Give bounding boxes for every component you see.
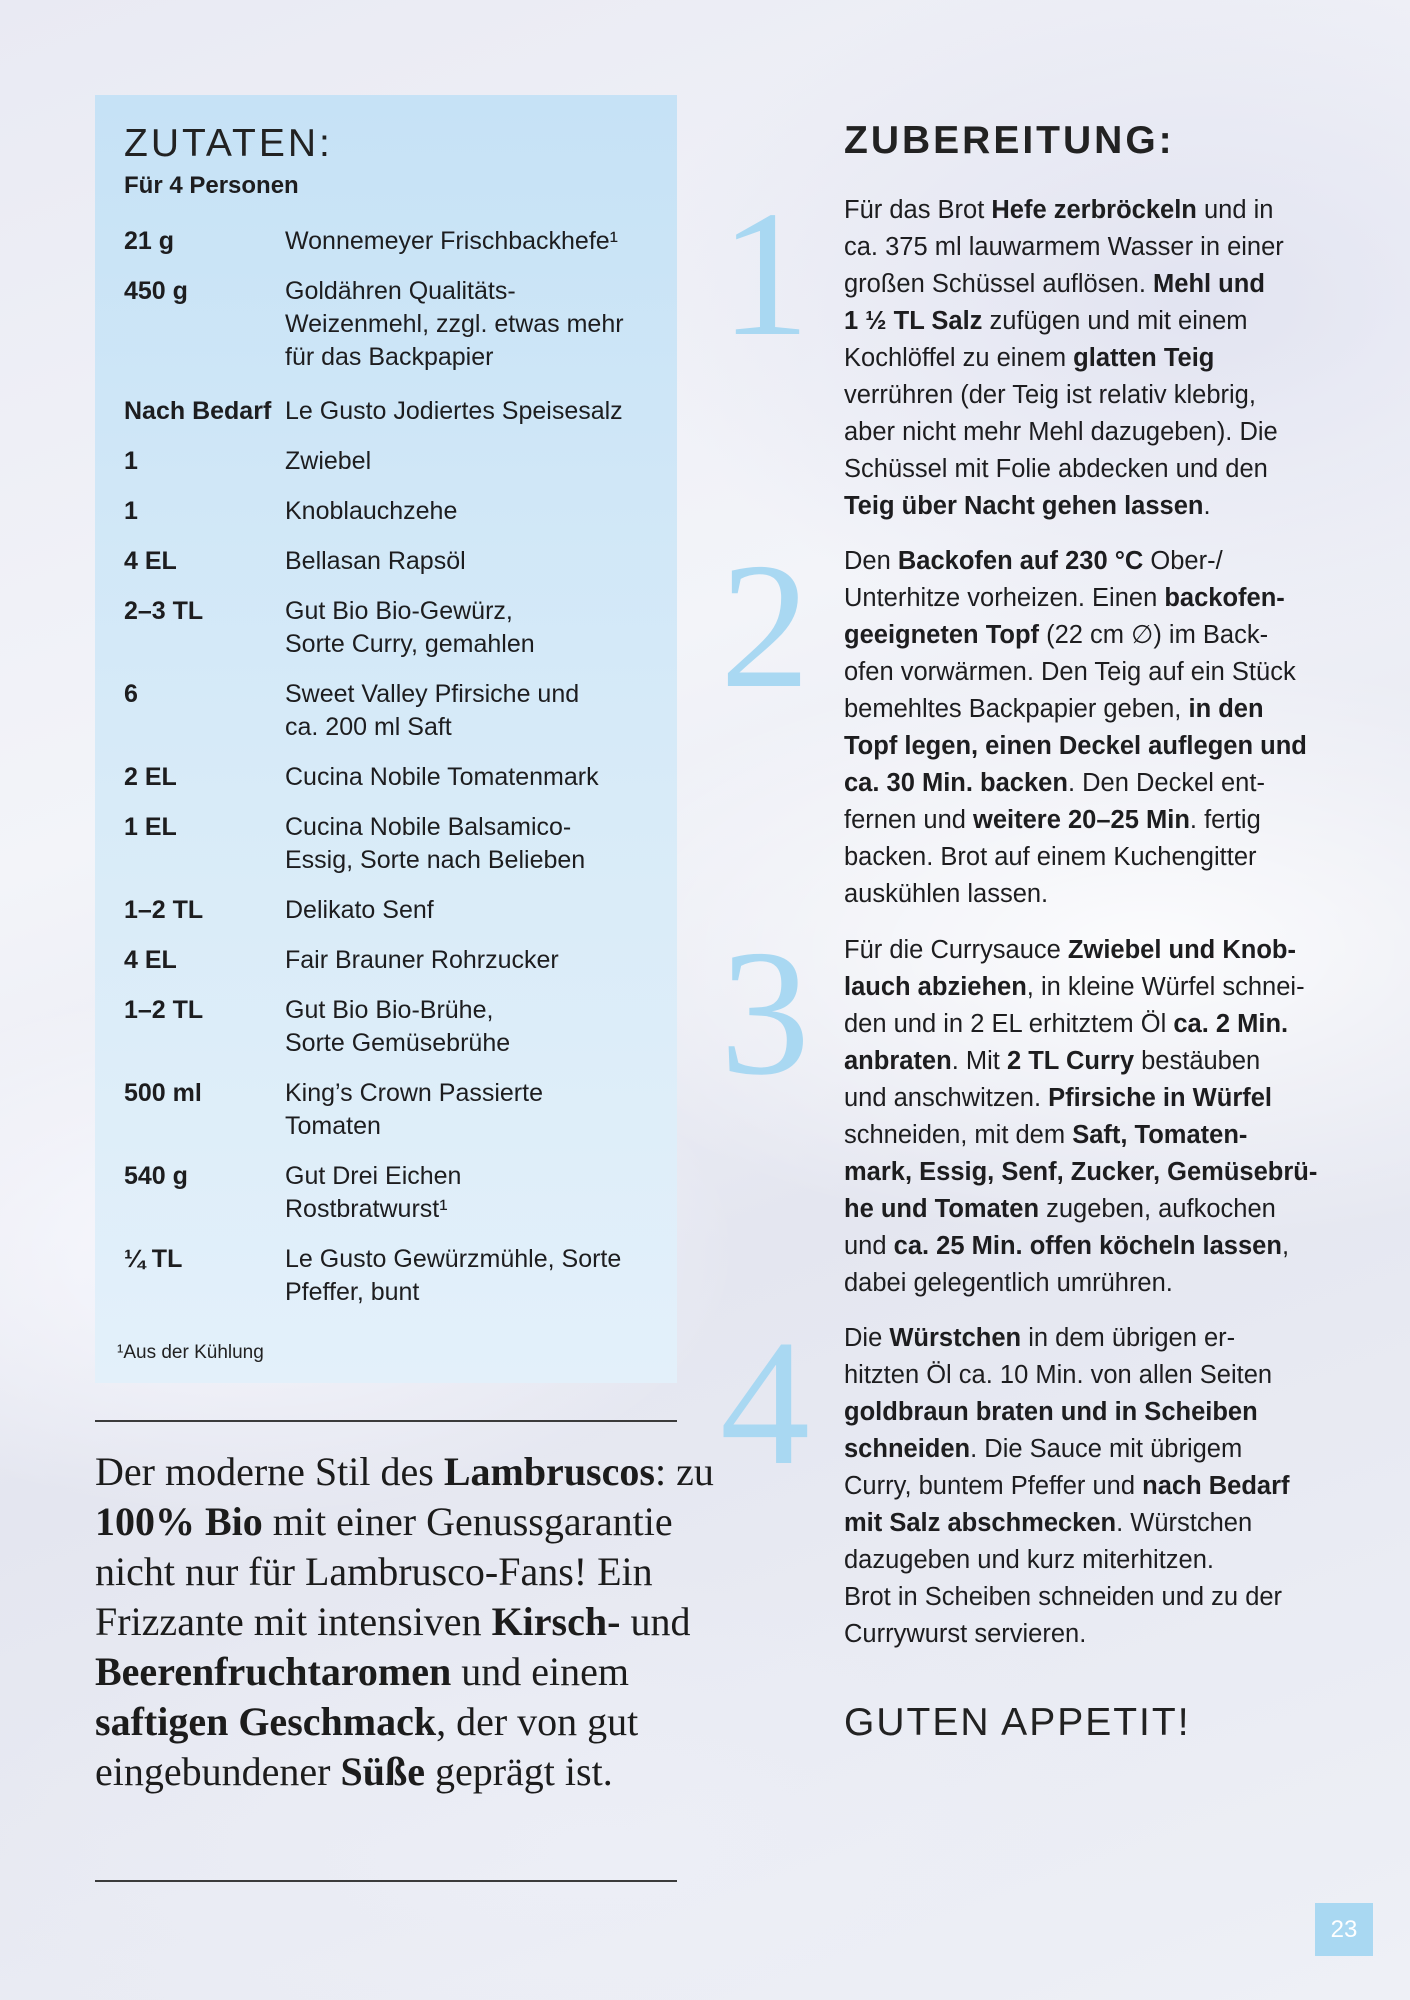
text-run: ofen vorwärmen. Den Teig auf ein Stück [844, 658, 1296, 686]
text-run: Der moderne Stil des [95, 1449, 444, 1494]
closing-text: GUTEN APPETIT! [844, 1701, 1191, 1744]
text-run: nach Bedarf [1142, 1472, 1290, 1500]
ingredient-name: Gut Drei Eichen Rostbratwurst¹ [285, 1162, 462, 1223]
step-2-number: 2 [720, 526, 810, 725]
ingredient-quantity: 6 [124, 680, 138, 708]
wine-quote [95, 1447, 735, 1797]
step-1-number: 1 [720, 174, 810, 373]
text-run: in dem übrigen er- [1021, 1324, 1236, 1352]
step-line [844, 377, 1324, 414]
ingredient-quantity: 4 EL [124, 547, 177, 575]
step-line [844, 1542, 1324, 1579]
text-run: und in [1196, 196, 1274, 224]
step-3-text [844, 932, 1324, 1302]
step-line [844, 969, 1324, 1006]
text-run: backen. Brot auf einem Kuchengitter [844, 843, 1257, 871]
text-run: Currywurst servieren. [844, 1620, 1087, 1648]
ingredient-name: Le Gusto Gewürzmühle, Sorte Pfeffer, bunt [285, 1245, 622, 1306]
text-run: 100% Bio [95, 1499, 263, 1544]
text-run: Backofen auf 230 °C [897, 547, 1144, 575]
step-line [844, 1265, 1324, 1302]
text-run: und einem [451, 1649, 629, 1694]
text-run: . Würstchen [1116, 1509, 1253, 1537]
text-run: und [844, 1232, 894, 1260]
text-run: (22 cm ∅) im Back- [1039, 621, 1269, 649]
step-3-number: 3 [720, 913, 810, 1112]
text-run: Ober-/ [1143, 547, 1223, 575]
text-run: ca. 2 Min. [1173, 1010, 1289, 1038]
text-run: Kirsch- [491, 1599, 621, 1644]
ingredient-name: Delikato Senf [285, 896, 434, 924]
text-run: dazugeben und kurz miterhitzen. [844, 1546, 1214, 1574]
text-run: Schüssel mit Folie abdecken und den [844, 455, 1268, 483]
text-run: . Mit [951, 1047, 1007, 1075]
step-line [844, 580, 1324, 617]
text-run: Kochlöffel zu einem [844, 344, 1074, 372]
text-run: Pfirsiche in Würfel [1048, 1084, 1272, 1112]
step-line [844, 1468, 1324, 1505]
text-run: ca. 25 Min. offen köcheln lassen [893, 1232, 1282, 1260]
text-run: und anschwitzen. [844, 1084, 1049, 1112]
text-run: 2 TL Curry [1006, 1047, 1135, 1075]
text-run: verrühren (der Teig ist relativ klebrig, [844, 381, 1256, 409]
step-line [844, 1117, 1324, 1154]
step-2-text [844, 543, 1324, 913]
step-line [844, 1505, 1324, 1542]
step-line [844, 1043, 1324, 1080]
text-run: saftigen Geschmack [95, 1699, 437, 1744]
text-run: mit Salz abschmecken [844, 1509, 1117, 1537]
step-line [844, 229, 1324, 266]
text-run: großen Schüssel auflösen. [844, 270, 1154, 298]
step-line [844, 691, 1324, 728]
text-run: Zwiebel und Knob- [1067, 936, 1296, 964]
ingredient-name: Gut Bio Bio-Brühe, Sorte Gemüsebrühe [285, 996, 511, 1057]
text-run: ca. 30 Min. backen [844, 769, 1068, 797]
text-run: zugeben, aufkochen [1039, 1195, 1276, 1223]
ingredient-name: Cucina Nobile Tomatenmark [285, 763, 599, 791]
text-run: anbraten [844, 1047, 952, 1075]
ingredient-quantity: 450 g [124, 277, 188, 305]
text-run: mit einer Genussgarantie nicht nur für Lambrusco-Fans! Ein Frizzante mit intensiven [95, 1499, 673, 1644]
ingredient-name: Fair Brauner Rohrzucker [285, 946, 559, 974]
text-run: , der von gut eingebundener [95, 1699, 639, 1794]
text-run: lauch abziehen [844, 973, 1027, 1001]
text-run: Für die Currysauce [844, 936, 1068, 964]
text-run: mark, Essig, Senf, Zucker, Gemüsebrü- [844, 1158, 1318, 1186]
divider-bottom [95, 1880, 677, 1882]
ingredient-quantity: Nach Bedarf [124, 397, 272, 425]
ingredient-quantity: 1 [124, 497, 138, 525]
ingredient-quantity: 500 ml [124, 1079, 202, 1107]
text-run: 1 ½ TL Salz [844, 307, 983, 335]
ingredient-quantity: 1–2 TL [124, 896, 204, 924]
step-line [844, 802, 1324, 839]
ingredients-title: ZUTATEN: [124, 122, 333, 165]
ingredient-name: King’s Crown Passierte Tomaten [285, 1079, 543, 1140]
text-run: . Den Deckel ent- [1067, 769, 1265, 797]
ingredient-quantity: 1–2 TL [124, 996, 204, 1024]
text-run: Die [844, 1324, 890, 1352]
step-line [844, 192, 1324, 229]
ingredient-name: Bellasan Rapsöl [285, 547, 466, 575]
step-line [844, 1320, 1324, 1357]
text-run: Unterhitze vorheizen. Einen [844, 584, 1165, 612]
step-line [844, 266, 1324, 303]
step-line [844, 1431, 1324, 1468]
text-run: Mehl und [1153, 270, 1265, 298]
ingredient-quantity: 1 [124, 447, 138, 475]
step-4-text [844, 1320, 1324, 1653]
text-run: Für das Brot [844, 196, 992, 224]
text-run: Würstchen [889, 1324, 1022, 1352]
ingredient-quantity: 2 EL [124, 763, 177, 791]
step-line [844, 1154, 1324, 1191]
text-run: fernen und [844, 806, 974, 834]
ingredient-name: Zwiebel [285, 447, 372, 475]
text-run: Curry, buntem Pfeffer und [844, 1472, 1143, 1500]
ingredient-name: Cucina Nobile Balsamico- Essig, Sorte nach Belieben [285, 813, 586, 874]
ingredient-quantity: 4 EL [124, 946, 177, 974]
text-run: he und Tomaten [844, 1195, 1040, 1223]
text-run: Den [844, 547, 898, 575]
text-run: dabei gelegentlich umrühren. [844, 1269, 1173, 1297]
text-run: zufügen und mit einem [982, 307, 1248, 335]
step-line [844, 932, 1324, 969]
text-run: Hefe zerbröckeln [991, 196, 1197, 224]
text-run: Saft, Tomaten- [1072, 1121, 1248, 1149]
text-run: auskühlen lassen. [844, 880, 1049, 908]
step-line [844, 1006, 1324, 1043]
ingredients-box [95, 95, 677, 1383]
step-line [844, 654, 1324, 691]
text-run: , [1281, 1232, 1290, 1260]
text-run: geeigneten Topf [844, 621, 1040, 649]
step-line [844, 1394, 1324, 1431]
ingredient-quantity: 1 EL [124, 813, 177, 841]
step-1-text [844, 192, 1324, 525]
text-run: und [620, 1599, 691, 1644]
step-line [844, 1080, 1324, 1117]
step-line [844, 488, 1324, 525]
step-line [844, 1191, 1324, 1228]
ingredient-quantity: 21 g [124, 227, 175, 255]
step-line [844, 414, 1324, 451]
step-line [844, 1357, 1324, 1394]
ingredient-quantity: 2–3 TL [124, 597, 204, 625]
step-line [844, 303, 1324, 340]
text-run: den und in 2 EL erhitztem Öl [844, 1010, 1174, 1038]
text-run: geprägt ist. [424, 1749, 613, 1794]
step-line [844, 1616, 1324, 1653]
text-run: : zu [654, 1449, 714, 1494]
step-line [844, 617, 1324, 654]
divider-top [95, 1420, 677, 1422]
footnote: ¹Aus der Kühlung [117, 1342, 264, 1363]
step-4-number: 4 [720, 1303, 810, 1502]
text-run: , in kleine Würfel schnei- [1026, 973, 1305, 1001]
text-run: Lambruscos [443, 1449, 655, 1494]
text-run: ca. 375 ml lauwarmem Wasser in einer [844, 233, 1284, 261]
page-number: 23 [1315, 1903, 1373, 1956]
ingredient-name: Le Gusto Jodiertes Speisesalz [285, 397, 623, 425]
text-run: aber nicht mehr Mehl dazugeben). Die [844, 418, 1278, 446]
text-run: backofen- [1164, 584, 1285, 612]
step-line [844, 765, 1324, 802]
text-run: glatten Teig [1073, 344, 1215, 372]
step-line [844, 1579, 1324, 1616]
text-run: . fertig [1189, 806, 1261, 834]
text-run: hitzten Öl ca. 10 Min. von allen Seiten [844, 1361, 1273, 1389]
preparation-title: ZUBEREITUNG: [844, 119, 1175, 162]
ingredient-name: Wonnemeyer Frischbackhefe¹ [285, 227, 619, 255]
text-run: weitere 20–25 Min [973, 806, 1190, 834]
ingredient-quantity: ¼ TL [124, 1245, 183, 1273]
ingredient-name: Sweet Valley Pfirsiche und ca. 200 ml Saft [285, 680, 580, 741]
text-run: Beerenfruchtaromen [95, 1649, 452, 1694]
text-run: Topf legen, einen Deckel auflegen und [844, 732, 1307, 760]
step-line [844, 839, 1324, 876]
ingredient-quantity: 540 g [124, 1162, 188, 1190]
step-line [844, 451, 1324, 488]
step-line [844, 1228, 1324, 1265]
text-run: Teig über Nacht gehen lassen [844, 492, 1204, 520]
step-line [844, 728, 1324, 765]
step-line [844, 340, 1324, 377]
step-line [844, 543, 1324, 580]
text-run: . [1203, 492, 1211, 520]
text-run: schneiden, mit dem [844, 1121, 1073, 1149]
text-run: . Die Sauce mit übrigem [970, 1435, 1243, 1463]
servings-label: Für 4 Personen [124, 172, 299, 199]
text-run: schneiden [844, 1435, 971, 1463]
step-line [844, 876, 1324, 913]
text-run: in den [1188, 695, 1264, 723]
ingredient-name: Goldähren Qualitäts- Weizenmehl, zzgl. etwas mehr für das Backpapier [285, 277, 624, 371]
text-run: bemehltes Backpapier geben, [844, 695, 1189, 723]
text-run: Brot in Scheiben schneiden und zu der [844, 1583, 1283, 1611]
text-run: goldbraun braten und in Scheiben [844, 1398, 1258, 1426]
text-run: Süße [340, 1749, 425, 1794]
ingredient-name: Gut Bio Bio-Gewürz, Sorte Curry, gemahlen [285, 597, 535, 658]
text-run: bestäuben [1134, 1047, 1261, 1075]
ingredient-name: Knoblauchzehe [285, 497, 458, 525]
